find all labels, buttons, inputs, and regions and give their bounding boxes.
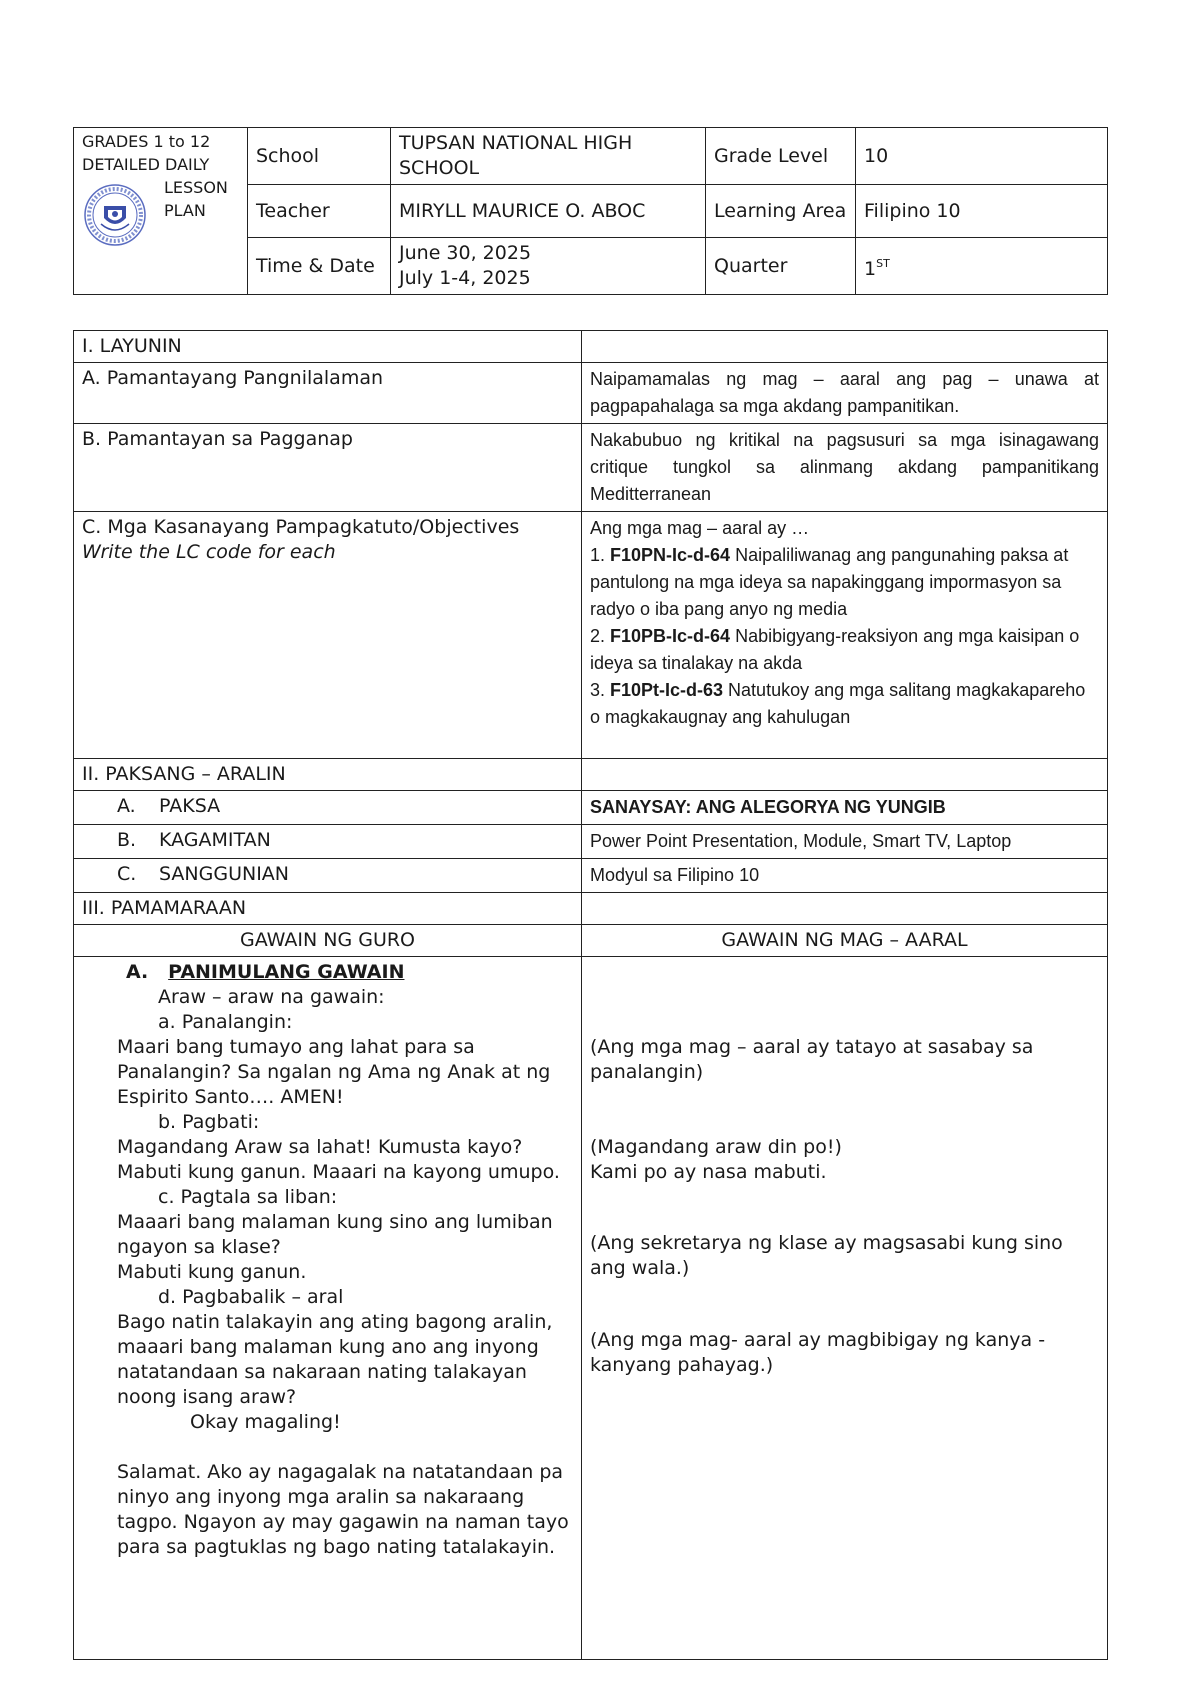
student-panalangin: (Ang mga mag – aaral ay tatayo at sasabay sa panalangin) — [590, 1036, 1034, 1083]
student-activities — [582, 957, 1108, 1660]
araw-label: Araw – araw na gawain: — [158, 986, 385, 1008]
objective-item: 1. F10PN-Ic-d-64 Naipaliliwanag ang pangunahing paksa at pantulong na mga ideya sa napakinggang impormasyon sa radyo o iba pang anyo ng media — [590, 545, 1069, 619]
header-table — [73, 127, 1108, 295]
date-value — [391, 238, 706, 295]
teacher-okay: Okay magaling! — [190, 1411, 341, 1433]
area-value: Filipino 10 — [856, 185, 1108, 238]
paksang-aralin-heading: II. PAKSANG – ARALIN — [74, 759, 582, 791]
teacher-closing: Salamat. Ako ay nagagalak na natatandaan pa ninyo ang inyong mga aralin sa nakaraang tagpo. Ngayon ay may gagawin na naman tayo para sa pagtuklas ng bago nating tatalakayin. — [117, 1461, 569, 1558]
sanggunian-label: C. SANGGUNIAN — [74, 859, 582, 893]
objective-item: 2. F10PB-Ic-d-64 Nabibigyang-reaksiyon ang mga kaisipan o ideya sa tinalakay na akda — [590, 626, 1080, 673]
student-pagtala: (Ang sekretarya ng klase ay magsasabi kung sino ang wala.) — [590, 1232, 1063, 1279]
time-label: Time & Date — [248, 238, 391, 295]
date-line-1: June 30, 2025 — [399, 242, 532, 264]
student-pagbati-1: (Magandang araw din po!) — [590, 1136, 842, 1158]
pagganap-value: Nakabubuo ng kritikal na pagsusuri sa mga isinagawang critique tungkol sa alinmang akdang pampanitikang Meditterranean — [582, 424, 1108, 512]
layunin-heading: I. LAYUNIN — [74, 331, 582, 363]
teacher-label: Teacher — [248, 185, 391, 238]
teacher-pagtala-1: Maaari bang malaman kung sino ang lumiban ngayon sa klase? — [117, 1211, 553, 1258]
grade-value: 10 — [856, 128, 1108, 185]
student-pagbati-2: Kami po ay nasa mabuti. — [590, 1161, 827, 1183]
quarter-label: Quarter — [706, 238, 856, 295]
section-title: PANIMULANG GAWAIN — [168, 961, 405, 983]
quarter-suffix: ST — [876, 256, 890, 270]
section-heading: A. PANIMULANG GAWAIN — [126, 961, 405, 983]
teacher-value: MIRYLL MAURICE O. ABOC — [391, 185, 706, 238]
teacher-pagbabalik: Bago natin talakayin ang ating bagong aralin, maaari bang malaman kung ano ang inyong natatandaan sa nakaraan nating talakayan noong isang araw? — [117, 1311, 553, 1408]
lc-code: F10PB-Ic-d-64 — [610, 626, 731, 646]
sanggunian-value: Modyul sa Filipino 10 — [582, 859, 1108, 893]
objectives-intro: Ang mga mag – aaral ay … — [590, 518, 810, 538]
teacher-activities — [74, 957, 582, 1660]
kagamitan-value: Power Point Presentation, Module, Smart TV, Laptop — [582, 825, 1108, 859]
school-value: TUPSAN NATIONAL HIGH SCHOOL — [391, 128, 706, 185]
lc-code: F10Pt-Ic-d-63 — [610, 680, 724, 700]
lesson-table — [73, 330, 1108, 1660]
kasanayan-cell — [74, 512, 582, 759]
objectives-cell — [582, 512, 1108, 759]
grade-label: Grade Level — [706, 128, 856, 185]
kasanayan-label: C. Mga Kasanayang Pampagkatuto/Objectives — [82, 516, 520, 538]
student-pagbabalik: (Ang mga mag- aaral ay magbibigay ng kanya - kanyang pahayag.) — [590, 1329, 1046, 1376]
quarter-number: 1 — [864, 257, 877, 280]
title-cell — [74, 128, 248, 295]
pangnilalaman-value: Naipamamalas ng mag – aaral ang pag – unawa at pagpapahalaga sa mga akdang pampanitikan. — [582, 363, 1108, 424]
col-header-aaral: GAWAIN NG MAG – AARAL — [582, 925, 1108, 957]
area-label: Learning Area — [706, 185, 856, 238]
teacher-pagtala-2: Mabuti kung ganun. — [117, 1261, 307, 1283]
lc-code: F10PN-Ic-d-64 — [610, 545, 731, 565]
quarter-value — [856, 238, 1108, 295]
paksa-label: A. PAKSA — [74, 791, 582, 825]
teacher-pagbati-1: Magandang Araw sa lahat! Kumusta kayo? — [117, 1136, 523, 1158]
col-header-guro: GAWAIN NG GURO — [74, 925, 582, 957]
item-pagbabalik: d. Pagbabalik – aral — [158, 1286, 344, 1308]
pangnilalaman-label: A. Pamantayang Pangnilalaman — [74, 363, 582, 424]
title-line-2: DETAILED DAILY — [82, 155, 210, 174]
pagganap-label: B. Pamantayan sa Pagganap — [74, 424, 582, 512]
title-line-4: PLAN — [164, 201, 206, 220]
teacher-panalangin: Maari bang tumayo ang lahat para sa Panalangin? Sa ngalan ng Ama ng Anak at ng Espirito Santo…. AMEN! — [117, 1036, 551, 1108]
paksa-value: SANAYSAY: ANG ALEGORYA NG YUNGIB — [582, 791, 1108, 825]
title-line-3: LESSON — [164, 178, 228, 197]
item-pagbati: b. Pagbati: — [158, 1111, 260, 1133]
kasanayan-sublabel: Write the LC code for each — [82, 541, 336, 563]
item-panalangin: a. Panalangin: — [158, 1011, 293, 1033]
objective-item: 3. F10Pt-Ic-d-63 Natutukoy ang mga salitang magkakapareho o magkakaugnay ang kahulugan — [590, 680, 1086, 727]
kagamitan-label: B. KAGAMITAN — [74, 825, 582, 859]
school-label: School — [248, 128, 391, 185]
title-line-1: GRADES 1 to 12 — [82, 132, 211, 151]
item-pagtala: c. Pagtala sa liban: — [158, 1186, 338, 1208]
date-line-2: July 1-4, 2025 — [399, 267, 531, 289]
deped-seal-icon — [84, 184, 146, 246]
pamamaraan-heading: III. PAMAMARAAN — [74, 893, 582, 925]
teacher-pagbati-2: Mabuti kung ganun. Maaari na kayong umupo. — [117, 1161, 560, 1183]
